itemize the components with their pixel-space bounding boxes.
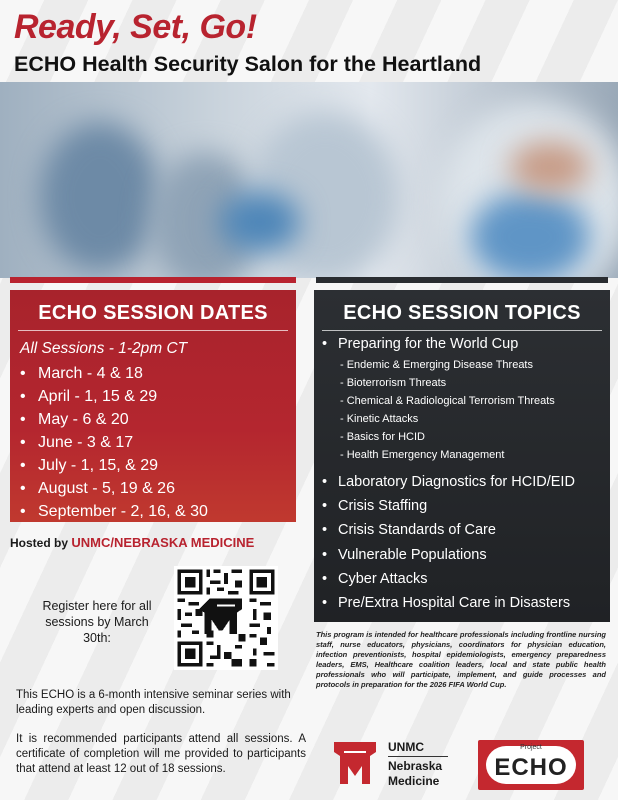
bullet-icon: • <box>322 546 328 563</box>
subtopic-item: - Bioterrorism Threats <box>340 377 447 389</box>
qr-code-icon <box>174 566 278 670</box>
dates-divider <box>18 330 288 331</box>
topic-item: • Pre/Extra Hospital Care in Disasters <box>322 591 575 615</box>
date-item: • July - 1, 15, & 29 <box>20 454 208 477</box>
topic-item: • Cyber Attacks <box>322 567 575 591</box>
date-item: • June - 3 & 17 <box>20 431 208 454</box>
dates-accent-bar <box>10 277 296 283</box>
date-item: • April - 1, 15 & 29 <box>20 385 208 408</box>
echo-logo-oval: Project ECHO <box>486 746 576 784</box>
date-item: • May - 6 & 20 <box>20 408 208 431</box>
audience-disclaimer: This program is intended for healthcare professionals including frontline nursing staff, nurse educators, physicians, coordinators for physician education, infection preventionists, hospital epidemiologists, emergency preparedness leaders, EMS, Healthcare coalition leaders, local and state public health professionals who will participate, implement, and guide processes and protocols in preparation for the 2026 FIFA World Cup. <box>316 630 606 689</box>
registration-qr-code[interactable] <box>174 566 278 670</box>
topics-list <box>322 470 575 615</box>
topic-item-world-cup: • Preparing for the World Cup <box>322 336 519 352</box>
date-item: • August - 5, 19 & 26 <box>20 477 208 500</box>
bullet-icon: • <box>20 388 26 405</box>
bullet-icon: • <box>20 411 26 428</box>
date-item: • September - 2, 16, & 30 <box>20 500 208 523</box>
bullet-icon: • <box>20 480 26 497</box>
bullet-icon: • <box>20 503 26 520</box>
topics-accent-bar <box>316 277 608 283</box>
session-topics-panel <box>314 290 610 622</box>
topic-item: • Laboratory Diagnostics for HCID/EID <box>322 470 575 494</box>
bullet-icon: • <box>322 595 328 612</box>
bullet-icon: • <box>322 336 328 352</box>
topic-item: • Crisis Staffing <box>322 494 575 518</box>
topics-title: ECHO SESSION TOPICS <box>343 302 581 324</box>
unmc-n-logo-icon <box>332 738 378 788</box>
subtopic-item: - Basics for HCID <box>340 431 425 443</box>
unmc-wordmark: UNMC Nebraska Medicine <box>388 740 448 789</box>
bullet-icon: • <box>322 522 328 539</box>
subtopic-item: - Kinetic Attacks <box>340 413 419 425</box>
hosted-by: Hosted by UNMC/NEBRASKA MEDICINE <box>10 535 255 550</box>
topics-divider <box>322 330 602 331</box>
project-echo-logo <box>478 740 584 790</box>
all-sessions-time: All Sessions - 1-2pm CT <box>20 340 188 357</box>
bullet-icon: • <box>322 474 328 490</box>
bullet-icon: • <box>322 498 328 515</box>
bullet-icon: • <box>20 434 26 451</box>
bullet-icon: • <box>20 457 26 474</box>
date-item: • March - 4 & 18 <box>20 362 208 385</box>
topic-item: • Vulnerable Populations <box>322 543 575 567</box>
register-text: Register here for all sessions by March 30th: <box>42 599 152 645</box>
world-cup-subtopics <box>340 356 555 464</box>
subtopic-item: - Health Emergency Management <box>340 449 505 461</box>
bullet-icon: • <box>322 570 328 587</box>
subheadline: ECHO Health Security Salon for the Heartland <box>14 52 482 76</box>
host-organization: UNMC/NEBRASKA MEDICINE <box>71 535 255 550</box>
dates-title: ECHO SESSION DATES <box>38 302 268 324</box>
topic-item: • Crisis Standards of Care <box>322 518 575 542</box>
dates-list <box>20 362 208 523</box>
bullet-icon: • <box>20 365 26 382</box>
subtopic-item: - Endemic & Emerging Disease Threats <box>340 359 533 371</box>
session-dates-panel <box>10 290 296 522</box>
series-description: This ECHO is a 6-month intensive seminar series with leading experts and open discussion. <box>16 689 291 716</box>
hero-image <box>0 82 618 278</box>
headline: Ready, Set, Go! <box>14 8 257 46</box>
wordmark-divider <box>388 756 448 757</box>
subtopic-item: - Chemical & Radiological Terrorism Threats <box>340 395 555 407</box>
attendance-note: It is recommended participants attend all sessions. A certificate of completion will me provided to participants that attend at least 12 out of 18 sessions. <box>16 733 306 775</box>
